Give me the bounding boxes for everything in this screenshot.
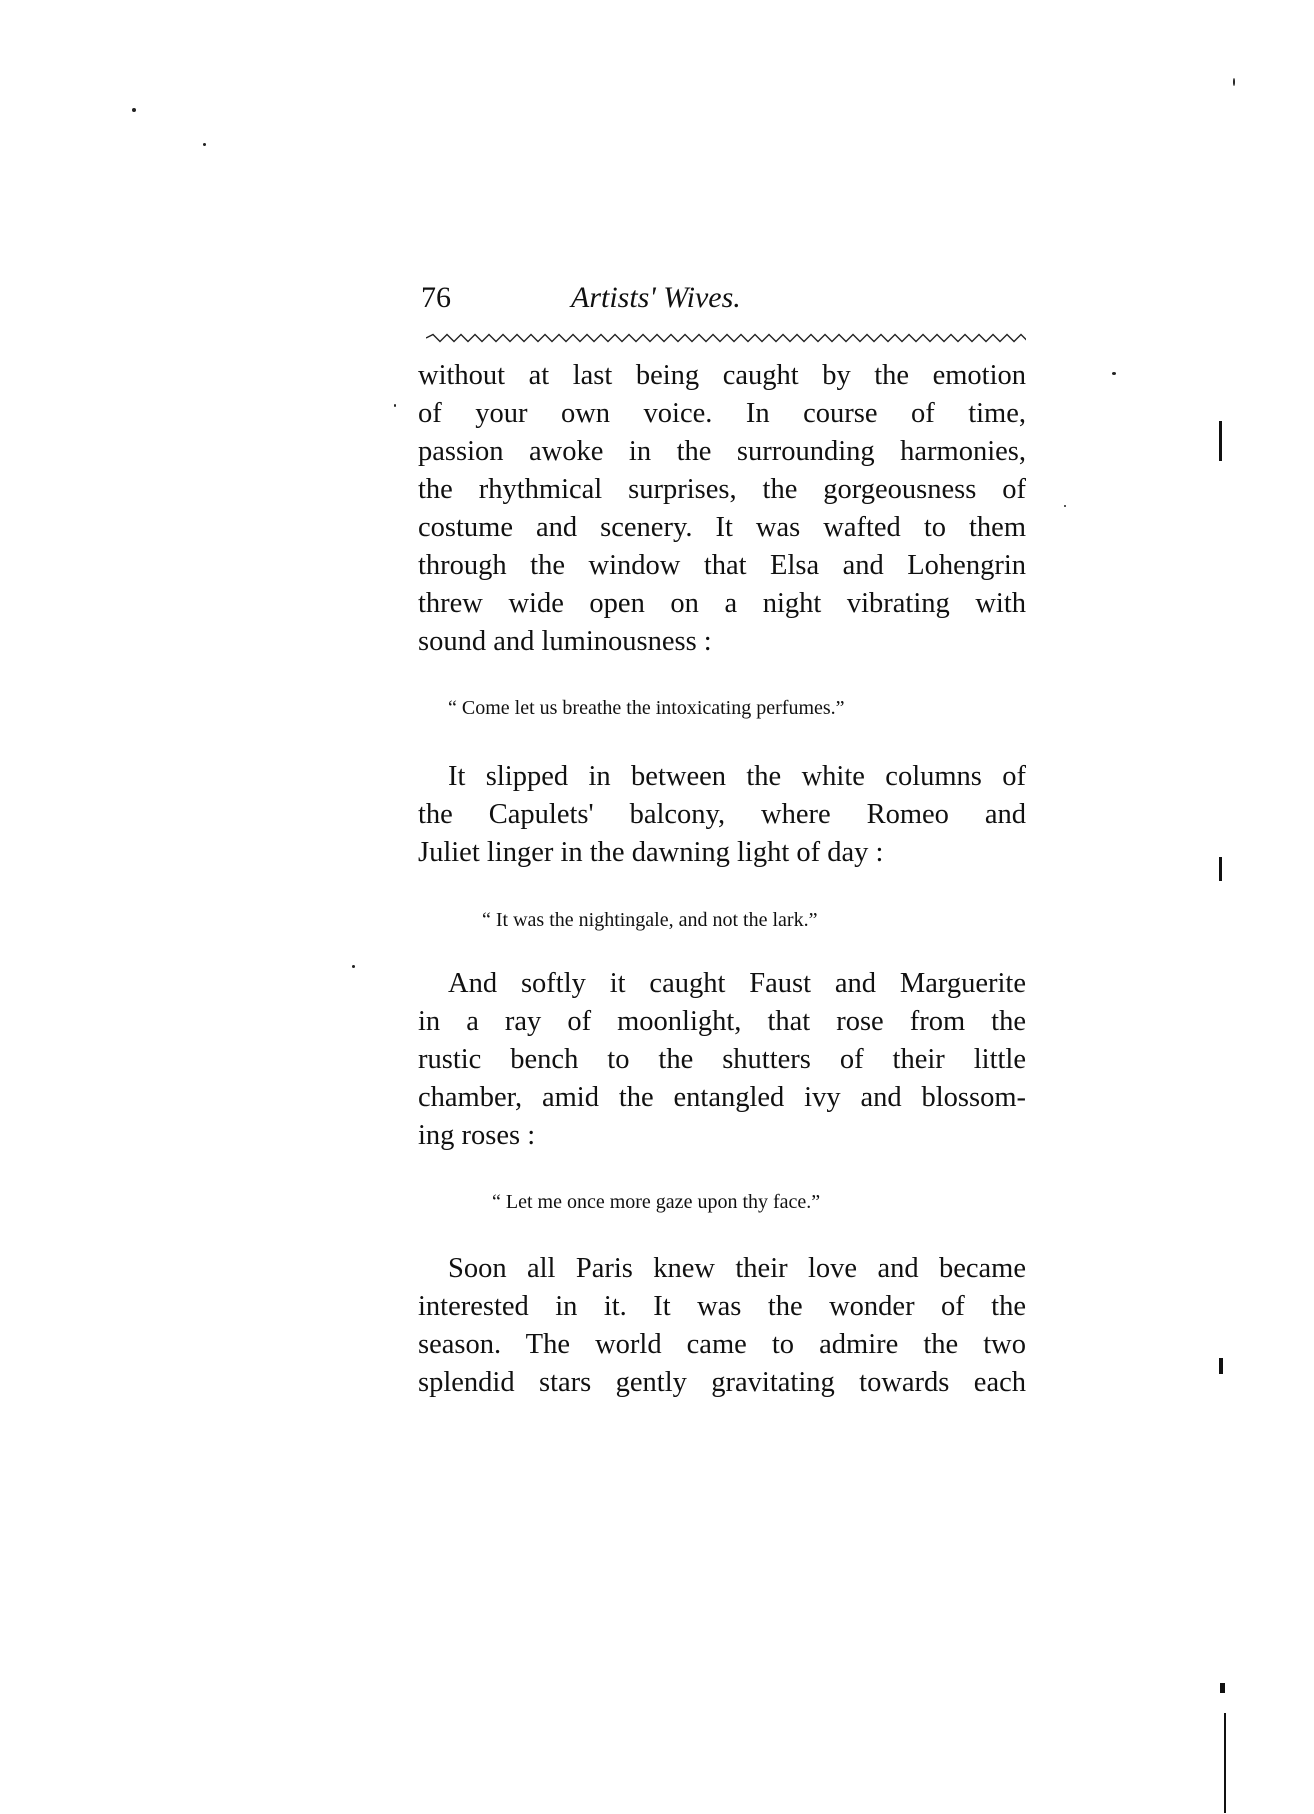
- text-line: chamber, amid the entangled ivy and blossom-: [418, 1082, 1026, 1113]
- text-line: And softly it caught Faust and Marguerite: [448, 968, 1026, 999]
- paragraph-1: [418, 357, 1026, 661]
- paragraph-4: [418, 1250, 1026, 1402]
- quotation-1: “ Come let us breathe the intoxicating perfumes.”: [448, 697, 845, 719]
- scan-edge-mark: [1224, 1713, 1226, 1813]
- text-line: splendid stars gently gravitating towards each: [418, 1367, 1026, 1398]
- text-line: threw wide open on a night vibrating with: [418, 588, 1026, 619]
- scan-edge-mark: [1220, 1683, 1225, 1693]
- scan-speck: [203, 143, 206, 146]
- text-line: passion awoke in the surrounding harmonies,: [418, 436, 1026, 467]
- text-line: ing roses :: [418, 1120, 536, 1151]
- paragraph-2: [418, 758, 1026, 872]
- text-line: costume and scenery. It was wafted to them: [418, 512, 1026, 543]
- scan-speck: [352, 965, 355, 968]
- quotation-3: “ Let me once more gaze upon thy face.”: [492, 1191, 821, 1213]
- text-line: It slipped in between the white columns of: [448, 761, 1026, 792]
- running-title: Artists' Wives.: [571, 281, 741, 314]
- text-line: Soon all Paris knew their love and became: [448, 1253, 1026, 1284]
- page-number: 76: [421, 281, 451, 314]
- text-line: season. The world came to admire the two: [418, 1329, 1026, 1360]
- quotation-2: “ It was the nightingale, and not the lark.”: [482, 909, 818, 931]
- scan-speck: [1064, 505, 1066, 507]
- header-wavy-rule: [426, 333, 1026, 343]
- scan-speck: [132, 108, 136, 112]
- text-line: the Capulets' balcony, where Romeo and: [418, 799, 1026, 830]
- scan-edge-mark: [1219, 1358, 1223, 1374]
- text-line: sound and luminousness :: [418, 626, 712, 657]
- scan-speck: [1233, 78, 1235, 86]
- text-line: Juliet linger in the dawning light of day :: [418, 837, 884, 868]
- running-header: [421, 278, 1031, 322]
- paragraph-3: [418, 965, 1026, 1155]
- text-line: without at last being caught by the emotion: [418, 360, 1026, 391]
- scan-speck: [1112, 372, 1116, 375]
- scan-edge-mark: [1219, 857, 1222, 881]
- text-line: of your own voice. In course of time,: [418, 398, 1026, 429]
- scan-edge-mark: [1219, 421, 1222, 461]
- text-line: the rhythmical surprises, the gorgeousness of: [418, 474, 1026, 505]
- text-line: interested in it. It was the wonder of the: [418, 1291, 1026, 1322]
- text-line: rustic bench to the shutters of their little: [418, 1044, 1026, 1075]
- text-line: through the window that Elsa and Lohengrin: [418, 550, 1026, 581]
- text-line: in a ray of moonlight, that rose from the: [418, 1006, 1026, 1037]
- scan-speck: [394, 404, 396, 407]
